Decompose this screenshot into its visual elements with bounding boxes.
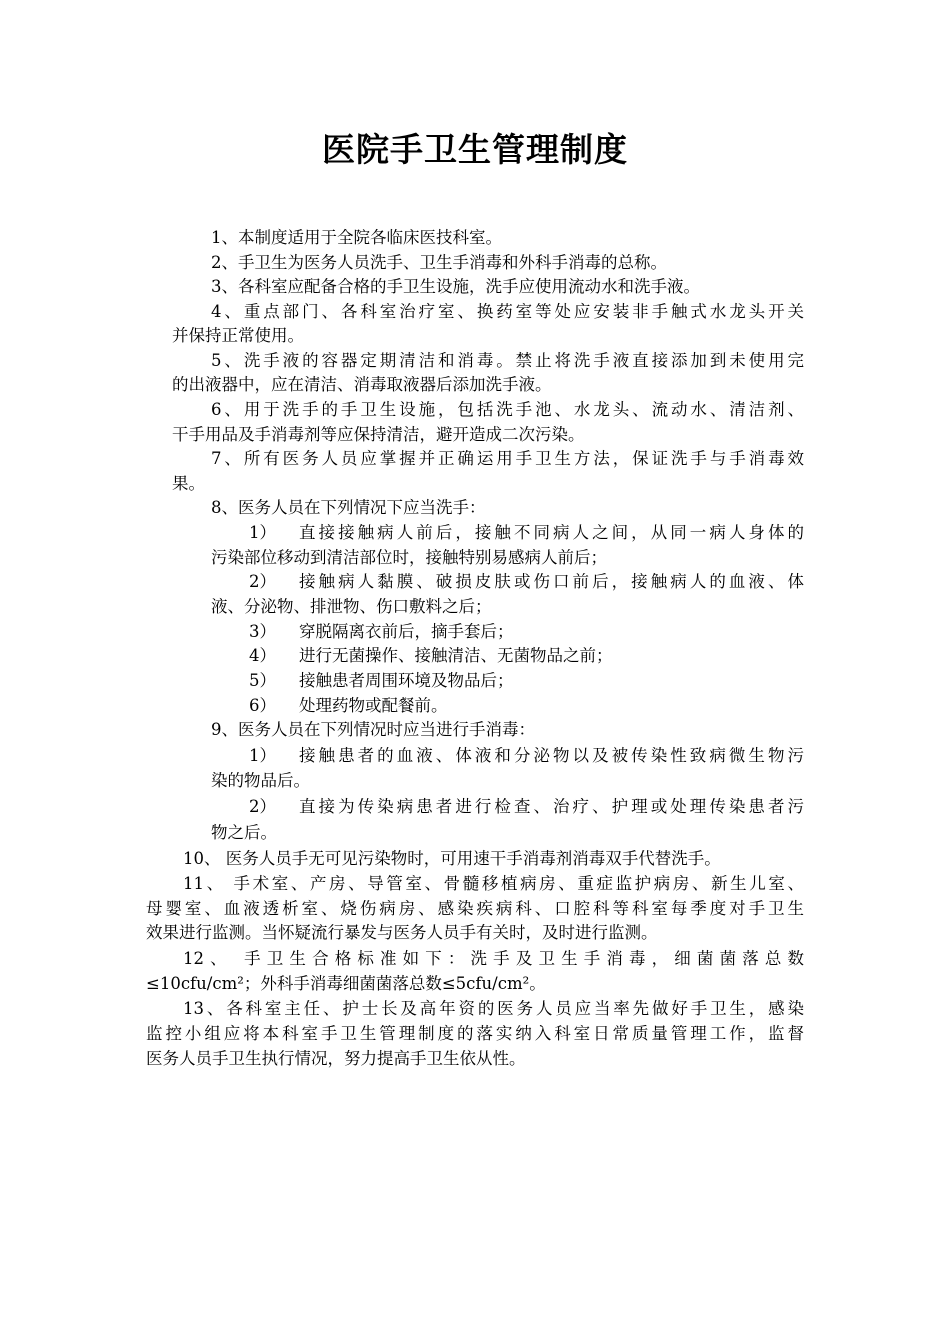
item-number: 2）: [249, 572, 276, 591]
rule-8: 8、医务人员在下列情况下应当洗手：: [211, 498, 486, 517]
rule-4-line-1: 4、重点部门、各科室治疗室、换药室等处应安装非手触式水龙头开关: [211, 302, 804, 321]
document-title: 医院手卫生管理制度: [322, 130, 628, 169]
item-text: 直接接触病人前后，接触不同病人之间，从同一病人身体的: [299, 523, 804, 542]
rule-9-item-2-line-1: [249, 794, 804, 819]
item-text: 进行无菌操作、接触清洁、无菌物品之前；: [299, 646, 613, 665]
rule-13-line-1: 13、各科室主任、护士长及高年资的医务人员应当率先做好手卫生，感染: [183, 999, 804, 1018]
rule-9-item-1-line-2: 染的物品后。: [211, 771, 310, 790]
rule-12-line-2: ≤10cfu/cm²；外科手消毒细菌菌落总数≤5cfu/cm²。: [146, 974, 546, 993]
item-number: 6）: [249, 696, 276, 715]
rule-13-line-2: 监控小组应将本科室手卫生管理制度的落实纳入科室日常质量管理工作，监督: [146, 1024, 804, 1043]
rule-5-line-1: 5、洗手液的容器定期清洁和消毒。禁止将洗手液直接添加到未使用完: [211, 351, 804, 370]
item-number: 1）: [249, 746, 276, 765]
item-number: 5）: [249, 671, 276, 690]
rule-10: 10、 医务人员手无可见污染物时，可用速干手消毒剂消毒双手代替洗手。: [183, 849, 721, 868]
rule-11-line-1: 11、 手术室、产房、导管室、骨髓移植病房、重症监护病房、新生儿室、: [183, 874, 804, 893]
rule-8-item-4: [249, 643, 613, 668]
rule-9: 9、医务人员在下列情况时应当进行手消毒：: [211, 720, 535, 739]
rule-8-item-6: [249, 693, 448, 718]
item-number: 2）: [249, 797, 276, 816]
item-text: 直接为传染病患者进行检查、治疗、护理或处理传染患者污: [299, 797, 804, 816]
rule-7-line-1: 7、所有医务人员应掌握并正确运用手卫生方法，保证洗手与手消毒效: [211, 449, 804, 468]
item-text: 穿脱隔离衣前后，摘手套后；: [299, 622, 514, 641]
rule-9-item-2-line-2: 物之后。: [211, 823, 277, 842]
rule-3: 3、各科室应配备合格的手卫生设施，洗手应使用流动水和洗手液。: [211, 277, 700, 296]
rule-8-item-5: [249, 668, 514, 693]
rule-8-item-1-line-2: 污染部位移动到清洁部位时，接触特别易感病人前后；: [211, 548, 607, 567]
item-number: 4）: [249, 646, 276, 665]
rule-8-item-3: [249, 619, 514, 644]
rule-8-item-1-line-1: [249, 520, 804, 545]
rule-5-line-2: 的出液器中，应在清洁、消毒取液器后添加洗手液。: [172, 375, 552, 394]
rule-13-line-3: 医务人员手卫生执行情况，努力提高手卫生依从性。: [146, 1049, 526, 1068]
rule-7-line-2: 果。: [172, 474, 205, 493]
item-text: 接触患者的血液、体液和分泌物以及被传染性致病微生物污: [299, 746, 804, 765]
rule-6-line-1: 6、用于洗手的手卫生设施，包括洗手池、水龙头、流动水、清洁剂、: [211, 400, 804, 419]
item-number: 1）: [249, 523, 276, 542]
rule-8-item-2-line-1: [249, 569, 804, 594]
item-text: 处理药物或配餐前。: [299, 696, 448, 715]
rule-9-item-1-line-1: [249, 743, 804, 768]
item-text: 接触病人黏膜、破损皮肤或伤口前后，接触病人的血液、体: [299, 572, 804, 591]
rule-8-item-2-line-2: 液、分泌物、排泄物、伤口敷料之后；: [211, 597, 492, 616]
item-text: 接触患者周围环境及物品后；: [299, 671, 514, 690]
rule-4-line-2: 并保持正常使用。: [172, 326, 304, 345]
rule-6-line-2: 干手用品及手消毒剂等应保持清洁，避开造成二次污染。: [172, 425, 585, 444]
rule-2: 2、手卫生为医务人员洗手、卫生手消毒和外科手消毒的总称。: [211, 253, 667, 272]
rule-12-line-1: 12、 手卫生合格标准如下：洗手及卫生手消毒，细菌菌落总数: [183, 949, 804, 968]
rule-11-line-3: 效果进行监测。当怀疑流行暴发与医务人员手有关时，及时进行监测。: [146, 923, 658, 942]
item-number: 3）: [249, 622, 276, 641]
rule-11-line-2: 母婴室、血液透析室、烧伤病房、感染疾病科、口腔科等科室每季度对手卫生: [146, 899, 804, 918]
rule-1: 1、本制度适用于全院各临床医技科室。: [211, 228, 502, 247]
